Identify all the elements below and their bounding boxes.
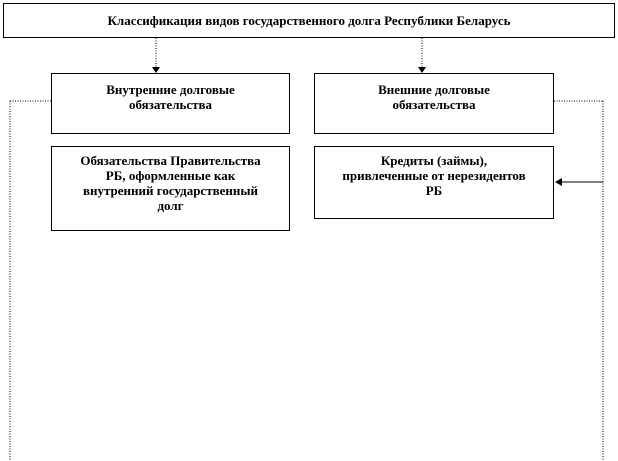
government-obligations-line-2: РБ, оформленные как: [105, 168, 236, 183]
root-box: [3, 3, 615, 38]
arrowhead-credits: [555, 178, 562, 186]
credits-line-1: Кредиты (займы),: [380, 153, 488, 168]
external-debt-box: [314, 73, 554, 134]
credits-box: [314, 146, 554, 219]
root-box-label: Классификация видов государственного долга Республики Беларусь: [107, 13, 511, 28]
government-obligations-line-1: Обязательства Правительства: [80, 153, 261, 168]
internal-debt-line-1: Внутренние долговые: [106, 82, 235, 97]
government-obligations-line-4: долг: [157, 198, 184, 213]
internal-debt-box: [51, 73, 290, 134]
credits-line-2: привлеченные от нерезидентов: [342, 168, 526, 183]
internal-debt-line-2: обязательства: [128, 97, 213, 112]
external-debt-line-1: Внешние долговые: [378, 82, 490, 97]
credits-line-3: РБ: [425, 183, 443, 198]
government-obligations-line-3: внутренний государственный: [83, 183, 258, 198]
government-obligations-box: [51, 146, 290, 231]
external-debt-line-2: обязательства: [392, 97, 476, 112]
